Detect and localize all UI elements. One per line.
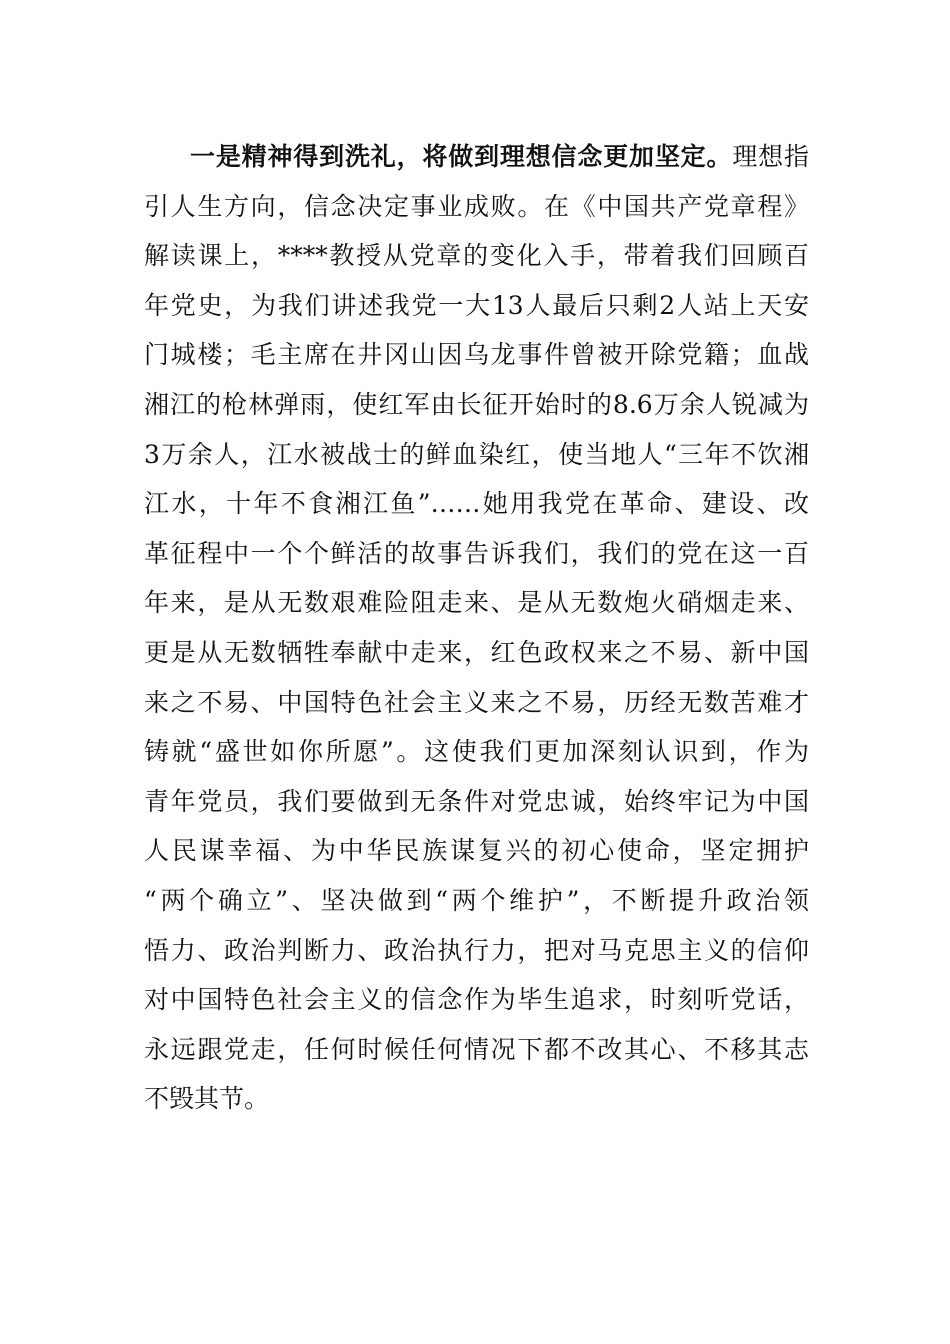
paragraph-line: “两个确立”、坚决做到“两个维护”，不断提升政治领 (144, 885, 809, 915)
paragraph-line (144, 132, 809, 182)
lead-sentence: 一是精神得到洗礼，将做到理想信念更加坚定。 (190, 142, 733, 171)
paragraph-line: 革征程中一个个鲜活的故事告诉我们，我们的党在这一百 (144, 538, 809, 568)
paragraph-line: 年来，是从无数艰难险阻走来、是从无数炮火硝烟走来、 (144, 588, 809, 618)
paragraph-line: 人民谋幸福、为中华民族谋复兴的初心使命，坚定拥护 (144, 836, 809, 866)
paragraph-line: 来之不易、中国特色社会主义来之不易，历经无数苦难才 (144, 687, 809, 717)
paragraph-line: 永远跟党走，任何时候任何情况下都不改其心、不移其志 (144, 1034, 809, 1064)
paragraph-line: 引人生方向，信念决定事业成败。在《中国共产党章程》 (144, 191, 809, 221)
paragraph-line: 对中国特色社会主义的信念作为毕生追求，时刻听党话， (144, 985, 809, 1015)
line-text: 理想指 (732, 142, 809, 171)
paragraph-line: 门城楼；毛主席在井冈山因乌龙事件曾被开除党籍；血战 (144, 340, 809, 370)
paragraph-line: 铸就“盛世如你所愿”。这使我们更加深刻认识到，作为 (144, 737, 809, 767)
paragraph-line: 青年党员，我们要做到无条件对党忠诚，始终牢记为中国 (144, 786, 809, 816)
paragraph-line: 悟力、政治判断力、政治执行力，把对马克思主义的信仰 (144, 935, 809, 965)
paragraph-line: 江水，十年不食湘江鱼”……她用我党在革命、建设、改 (144, 489, 809, 519)
paragraph-line: 3万余人，江水被战士的鲜血染红，使当地人“三年不饮湘 (144, 439, 809, 469)
paragraph-line: 年党史，为我们讲述我党一大13人最后只剩2人站上天安 (144, 290, 809, 320)
paragraph-line: 解读课上，****教授从党章的变化入手，带着我们回顾百 (144, 241, 809, 271)
paragraph-line: 湘江的枪林弹雨，使红军由长征开始时的8.6万余人锐减为 (144, 389, 809, 419)
paragraph-line: 不毁其节。 (144, 1084, 270, 1114)
body-paragraph (144, 132, 809, 1124)
paragraph-line: 更是从无数牺牲奉献中走来，红色政权来之不易、新中国 (144, 637, 809, 667)
